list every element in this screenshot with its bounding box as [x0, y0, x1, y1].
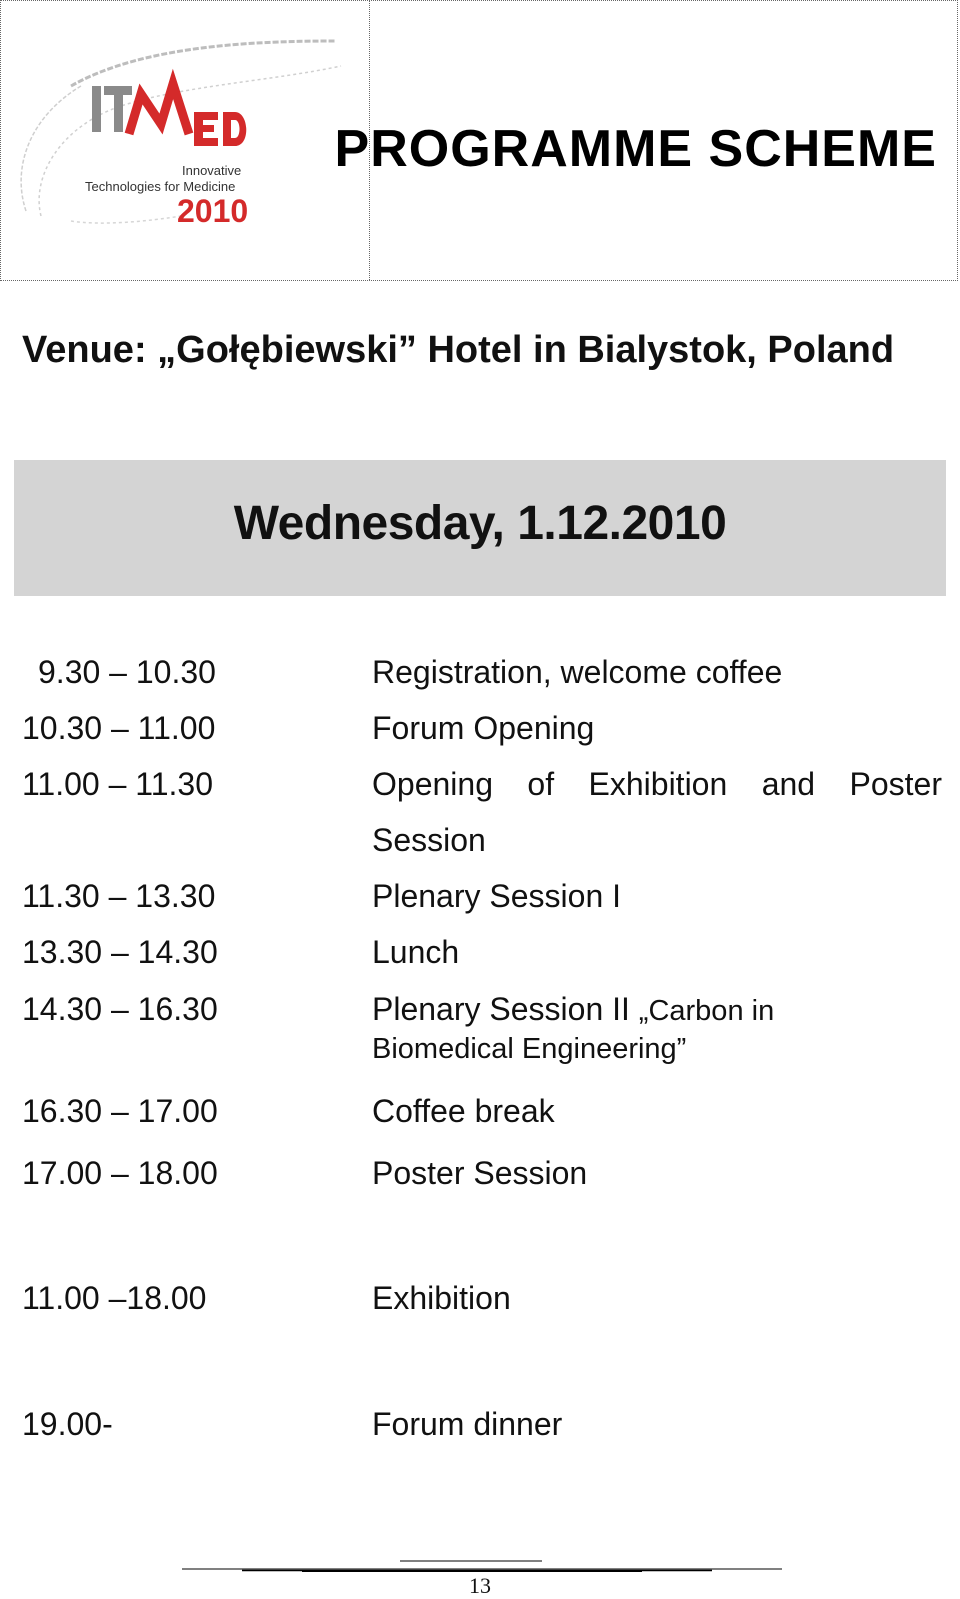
day-title: Wednesday, 1.12.2010	[233, 497, 727, 550]
schedule-desc: Exhibition	[372, 1280, 511, 1316]
schedule-desc-line: Session	[372, 822, 486, 858]
logo-line-technologies: Technologies for Medicine	[85, 179, 236, 194]
schedule-desc-main: Plenary Session II	[372, 991, 639, 1027]
schedule-desc: Registration, welcome coffee	[372, 654, 783, 690]
schedule-desc: Coffee break	[372, 1093, 555, 1129]
schedule-time: 19.00-	[22, 1406, 113, 1442]
schedule-desc-line: Opening of Exhibition and Poster	[372, 766, 942, 802]
schedule-time: 11.00 –18.00	[22, 1280, 207, 1316]
schedule-desc-topic: Biomedical Engineering”	[372, 1033, 687, 1065]
header-table	[0, 0, 958, 281]
schedule-time: 14.30 – 16.30	[22, 991, 218, 1027]
schedule-time: 13.30 – 14.30	[22, 934, 218, 970]
schedule-desc: Forum dinner	[372, 1406, 563, 1442]
logo-line-innovative: Innovative	[182, 163, 242, 178]
schedule-time: 17.00 – 18.00	[22, 1155, 218, 1191]
logo-year: 2010	[177, 193, 249, 229]
schedule-time: 11.30 – 13.30	[22, 878, 216, 914]
page-title: PROGRAMME SCHEME	[334, 120, 937, 178]
footer-rule	[182, 1560, 782, 1572]
day-band	[14, 460, 946, 596]
schedule-desc: Lunch	[372, 934, 460, 970]
schedule-desc-topic: „Carbon in	[638, 995, 775, 1027]
venue-line: Venue: „Gołębiewski” Hotel in Bialystok, Poland	[22, 329, 895, 371]
schedule-time: 10.30 – 11.00	[22, 710, 216, 746]
schedule-desc: Plenary Session I	[372, 878, 622, 914]
schedule-desc: Forum Opening	[372, 710, 595, 746]
schedule-desc: Poster Session	[372, 1155, 588, 1191]
schedule-time: 9.30 – 10.30	[38, 654, 216, 690]
page-number: 13	[469, 1573, 491, 1598]
logo-cell	[1, 1, 370, 280]
schedule-time: 11.00 – 11.30	[22, 766, 213, 802]
schedule-time: 16.30 – 17.00	[22, 1093, 218, 1129]
schedule-desc	[372, 766, 942, 803]
schedule-desc	[372, 991, 942, 1028]
title-cell	[334, 1, 957, 280]
